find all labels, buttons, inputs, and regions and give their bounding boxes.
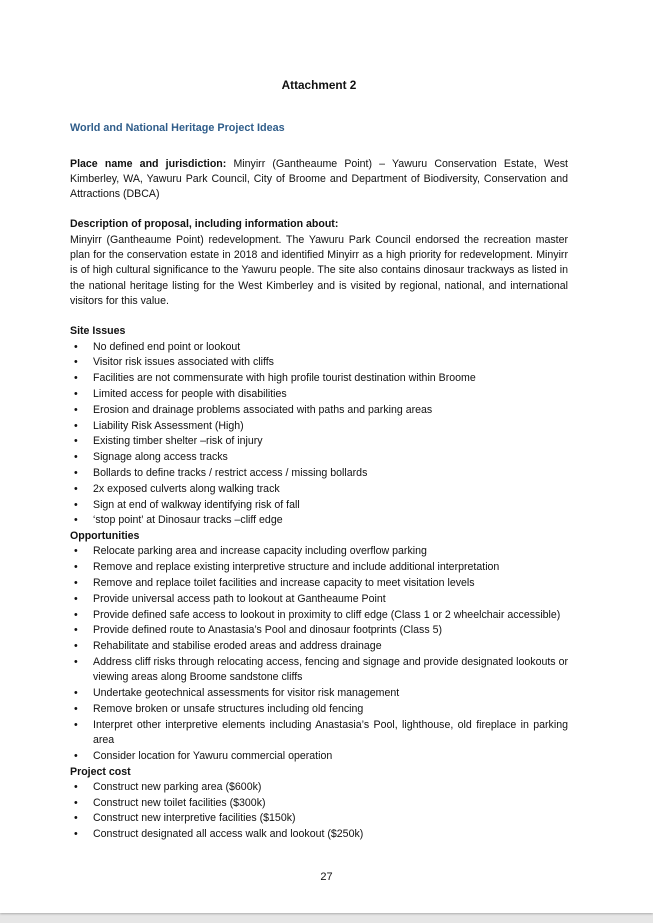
page-number: 27 xyxy=(320,871,333,883)
bullet-icon: • xyxy=(74,545,78,558)
bullet-icon: • xyxy=(74,514,78,527)
bullet-icon: • xyxy=(74,608,78,621)
list-item-text: Relocate parking area and increase capacity including overflow parking xyxy=(93,545,427,558)
site-issues-list xyxy=(70,340,568,529)
list-item xyxy=(70,702,568,717)
list-item-text: Construct new toilet facilities ($300k) xyxy=(93,796,266,809)
bullet-icon: • xyxy=(74,577,78,590)
list-item-text: Liability Risk Assessment (High) xyxy=(93,419,244,432)
list-item-text: Remove broken or unsafe structures including old fencing xyxy=(93,702,364,715)
list-item-text: Provide defined route to Anastasia’s Pool and dinosaur footprints (Class 5) xyxy=(93,624,443,637)
list-item-text: Erosion and drainage problems associated with paths and parking areas xyxy=(93,403,433,416)
list-item xyxy=(70,466,568,481)
project-cost-list xyxy=(70,780,568,843)
list-item xyxy=(70,811,568,826)
list-item xyxy=(70,513,568,528)
list-item-text: Signage along access tracks xyxy=(93,451,228,464)
list-item xyxy=(70,780,568,795)
list-item xyxy=(70,560,568,575)
bullet-icon: • xyxy=(74,749,78,762)
list-item-text: ‘stop point’ at Dinosaur tracks –cliff edge xyxy=(93,514,283,527)
description-text: Minyirr (Gantheaume Point) redevelopment. The Yawuru Park Council endorsed the recreation master plan for the conservation estate in 2018 and identified Minyirr as a high priority for redevelopment. Minyirr is of high cultural significance to the Yawuru people. The site also contains dinosaur trackways as listed in the national heritage listing for the West Kimberley and is visited by regional, national, and international visitors for this value. xyxy=(70,233,568,307)
list-item-text: Visitor risk issues associated with cliffs xyxy=(93,356,274,369)
site-issues-heading: Site Issues xyxy=(70,325,126,338)
list-item-text: Rehabilitate and stabilise eroded areas and address drainage xyxy=(93,640,382,653)
list-item xyxy=(70,498,568,513)
list-item xyxy=(70,403,568,418)
list-item-text: Address cliff risks through relocating access, fencing and signage and provide designated lookouts or viewing areas along Broome sandstone cliffs xyxy=(93,656,568,684)
opportunities-heading: Opportunities xyxy=(70,530,140,543)
bullet-icon: • xyxy=(74,340,78,353)
list-item-text: Provide defined safe access to lookout in proximity to cliff edge (Class 1 or 2 wheelchair accessible) xyxy=(93,608,561,621)
list-item xyxy=(70,387,568,402)
bullet-icon: • xyxy=(74,592,78,605)
list-item xyxy=(70,482,568,497)
list-item xyxy=(70,827,568,842)
bullet-icon: • xyxy=(74,640,78,653)
list-item-text: Provide universal access path to lookout at Gantheaume Point xyxy=(93,592,386,605)
place-label: Place name and jurisdiction: xyxy=(70,157,227,170)
list-item xyxy=(70,434,568,449)
list-item xyxy=(70,340,568,355)
list-item-text: Construct new interpretive facilities ($150k) xyxy=(93,812,296,825)
bullet-icon: • xyxy=(74,451,78,464)
list-item-text: Interpret other interpretive elements including Anastasia’s Pool, lighthouse, old fireplace in parking area xyxy=(93,718,568,746)
list-item-text: Construct new parking area ($600k) xyxy=(93,780,262,793)
list-item xyxy=(70,718,568,749)
list-item xyxy=(70,686,568,701)
list-item-text: Bollards to define tracks / restrict access / missing bollards xyxy=(93,466,368,479)
project-cost-heading: Project cost xyxy=(70,765,131,778)
bullet-icon: • xyxy=(74,796,78,809)
bullet-icon: • xyxy=(74,656,78,668)
list-item-text: Remove and replace toilet facilities and increase capacity to meet visitation levels xyxy=(93,577,475,590)
bullet-icon: • xyxy=(74,828,78,841)
description-heading: Description of proposal, including information about: xyxy=(70,218,339,231)
bullet-icon: • xyxy=(74,419,78,432)
bullet-icon: • xyxy=(74,561,78,574)
list-item xyxy=(70,639,568,654)
bullet-icon: • xyxy=(74,812,78,825)
bullet-icon: • xyxy=(74,403,78,416)
list-item-text: Undertake geotechnical assessments for visitor risk management xyxy=(93,687,400,700)
bullet-icon: • xyxy=(74,498,78,511)
bullet-icon: • xyxy=(74,387,78,400)
list-item-text: Facilities are not commensurate with high profile tourist destination within Broome xyxy=(93,372,476,385)
page-content xyxy=(70,78,568,843)
list-item xyxy=(70,749,568,764)
list-item xyxy=(70,355,568,370)
bullet-icon: • xyxy=(74,435,78,448)
list-item-text: Limited access for people with disabilities xyxy=(93,387,287,400)
list-item xyxy=(70,623,568,638)
bullet-icon: • xyxy=(74,702,78,715)
list-item-text: Sign at end of walkway identifying risk of fall xyxy=(93,498,300,511)
bullet-icon: • xyxy=(74,372,78,385)
bullet-icon: • xyxy=(74,780,78,793)
bullet-icon: • xyxy=(74,356,78,369)
bullet-icon: • xyxy=(74,466,78,479)
list-item xyxy=(70,655,568,686)
list-item-text: 2x exposed culverts along walking track xyxy=(93,482,280,495)
list-item-text: Remove and replace existing interpretive structure and include additional interpretation xyxy=(93,561,500,574)
list-item xyxy=(70,450,568,465)
list-item-text: Construct designated all access walk and lookout ($250k) xyxy=(93,828,364,841)
section-heading: World and National Heritage Project Ideas xyxy=(70,122,285,135)
bullet-icon: • xyxy=(74,482,78,495)
attachment-title: Attachment 2 xyxy=(281,78,357,92)
list-item-text: Consider location for Yawuru commercial operation xyxy=(93,749,333,762)
bullet-icon: • xyxy=(74,687,78,700)
list-item xyxy=(70,544,568,559)
list-item xyxy=(70,576,568,591)
list-item xyxy=(70,608,568,623)
bullet-icon: • xyxy=(74,718,78,731)
opportunities-list xyxy=(70,544,568,764)
list-item xyxy=(70,796,568,811)
list-item xyxy=(70,419,568,434)
list-item xyxy=(70,592,568,607)
list-item-text: No defined end point or lookout xyxy=(93,340,241,353)
place-paragraph xyxy=(70,157,568,203)
place-value: Minyirr (Gantheaume Point) – Yawuru Conservation Estate, West Kimberley, WA, Yawuru Park Council, City of Broome and Department of Biodiversity, Conservation and Attractions (DBCA) xyxy=(70,157,568,201)
list-item-text: Existing timber shelter –risk of injury xyxy=(93,435,263,448)
list-item xyxy=(70,371,568,386)
bullet-icon: • xyxy=(74,624,78,637)
